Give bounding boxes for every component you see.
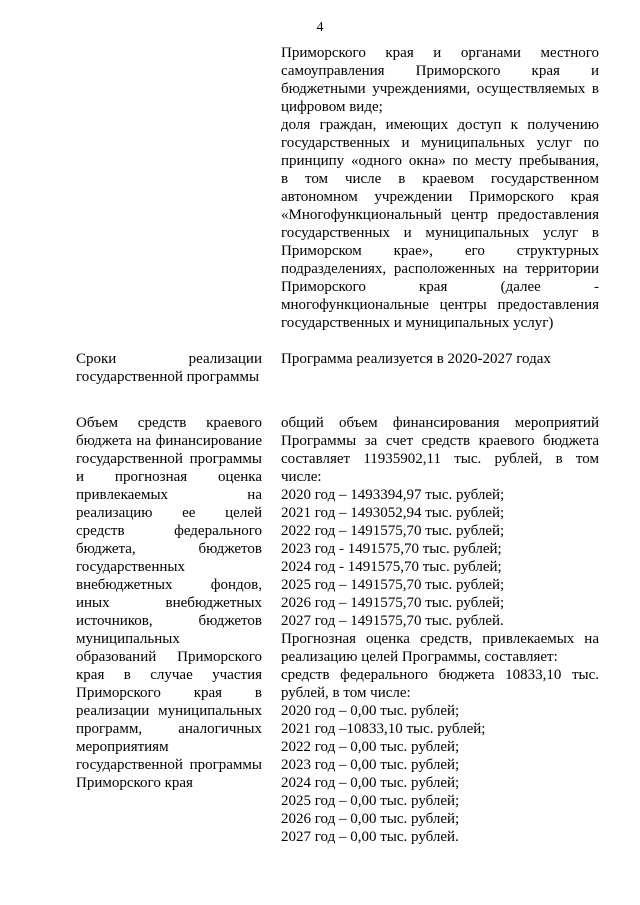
funding-value-line: числе:	[281, 469, 322, 485]
funding-label-line: реализации муниципальных	[76, 703, 262, 719]
funding-label-line: мероприятиям	[76, 739, 169, 755]
funding-label-line: Объем средств краевого	[76, 415, 262, 431]
terms-value-line: Программа реализуется в 2020-2027 годах	[281, 351, 551, 367]
funding-value-line: составляет 11935902,11 тыс. рублей, в том	[281, 451, 599, 467]
intro-text	[281, 44, 599, 332]
intro-line: государственных и муниципальных услуг в	[281, 225, 599, 241]
intro-line: принципу «одного окна» по месту пребывания,	[281, 153, 599, 169]
funding-label-line: края в случае участия	[76, 667, 262, 683]
funding-value-line: 2023 год – 0,00 тыс. рублей;	[281, 757, 460, 773]
funding-value-line: 2020 год – 1493394,97 тыс. рублей;	[281, 487, 505, 503]
funding-value-line: 2027 год – 0,00 тыс. рублей.	[281, 829, 459, 845]
funding-value-line: 2025 год – 0,00 тыс. рублей;	[281, 793, 460, 809]
funding-value-line: 2027 год – 1491575,70 тыс. рублей.	[281, 613, 504, 629]
funding-value-line: 2022 год – 1491575,70 тыс. рублей;	[281, 523, 505, 539]
funding-value-line: Программы за счет средств краевого бюджета	[281, 433, 599, 449]
funding-label-line: источников, бюджетов	[76, 613, 262, 629]
funding-value-line: 2020 год – 0,00 тыс. рублей;	[281, 703, 460, 719]
funding-value-line: 2024 год - 1491575,70 тыс. рублей;	[281, 559, 502, 575]
funding-value-line: 2022 год – 0,00 тыс. рублей;	[281, 739, 460, 755]
funding-value	[281, 414, 599, 846]
funding-value-line: 2021 год – 1493052,94 тыс. рублей;	[281, 505, 505, 521]
intro-line: государственных и муниципальных услуг по	[281, 135, 599, 151]
terms-value	[281, 350, 599, 368]
intro-line: бюджетными учреждениями, осуществляемых в	[281, 81, 599, 97]
intro-line: Приморском крае», его структурных	[281, 243, 599, 259]
intro-line: подразделениях, расположенных на территории	[281, 261, 599, 277]
funding-value-line: общий объем финансирования мероприятий	[281, 415, 599, 431]
funding-value-line: реализацию целей Программы, составляет:	[281, 649, 558, 665]
funding-label-line: государственных	[76, 559, 185, 575]
page-number: 4	[316, 20, 324, 35]
intro-line: в том числе в краевом государственном	[281, 171, 599, 187]
funding-label-line: иных внебюджетных	[76, 595, 262, 611]
intro-line: государственных и муниципальных услуг)	[281, 315, 554, 331]
funding-value-line: 2026 год – 0,00 тыс. рублей;	[281, 811, 460, 827]
funding-value-line: средств федерального бюджета 10833,10 тыс.	[281, 667, 599, 683]
funding-label-line: внебюджетных фондов,	[76, 577, 262, 593]
intro-line: «Многофункциональный центр предоставления	[281, 207, 599, 223]
terms-label-line: государственной программы	[76, 369, 260, 385]
intro-line: автономном учреждении Приморского края	[281, 189, 599, 205]
intro-line: доля граждан, имеющих доступ к получению	[281, 117, 599, 133]
funding-label-line: образований Приморского	[76, 649, 262, 665]
funding-label-line: бюджета на финансирование	[76, 433, 262, 449]
funding-value-line: 2024 год – 0,00 тыс. рублей;	[281, 775, 460, 791]
intro-line: Приморского края и органами местного	[281, 45, 599, 61]
funding-label-line: и прогнозная оценка	[76, 469, 262, 485]
funding-label-line: государственной программы	[76, 757, 262, 773]
funding-label-line: муниципальных	[76, 631, 180, 647]
funding-value-line: 2023 год - 1491575,70 тыс. рублей;	[281, 541, 502, 557]
funding-label-line: Приморского края в	[76, 685, 262, 701]
funding-value-line: рублей, в том числе:	[281, 685, 411, 701]
funding-value-line: 2021 год –10833,10 тыс. рублей;	[281, 721, 486, 737]
funding-label-line: программ, аналогичных	[76, 721, 262, 737]
funding-label-line: государственной программы	[76, 451, 262, 467]
funding-label	[76, 414, 262, 792]
intro-line: многофункциональные центры предоставления	[281, 297, 599, 313]
funding-label-line: средств федерального	[76, 523, 262, 539]
funding-label-line: привлекаемых на	[76, 487, 262, 503]
terms-label-line: Сроки реализации	[76, 351, 262, 367]
intro-line: Приморского края (далее -	[281, 279, 599, 295]
intro-line: самоуправления Приморского края и	[281, 63, 599, 79]
terms-label	[76, 350, 262, 386]
funding-value-line: Прогнозная оценка средств, привлекаемых на	[281, 631, 599, 647]
intro-line: цифровом виде;	[281, 99, 383, 115]
funding-value-line: 2025 год – 1491575,70 тыс. рублей;	[281, 577, 505, 593]
funding-value-line: 2026 год – 1491575,70 тыс. рублей;	[281, 595, 505, 611]
funding-label-line: Приморского края	[76, 775, 193, 791]
funding-label-line: бюджета, бюджетов	[76, 541, 262, 557]
funding-label-line: реализацию ее целей	[76, 505, 262, 521]
